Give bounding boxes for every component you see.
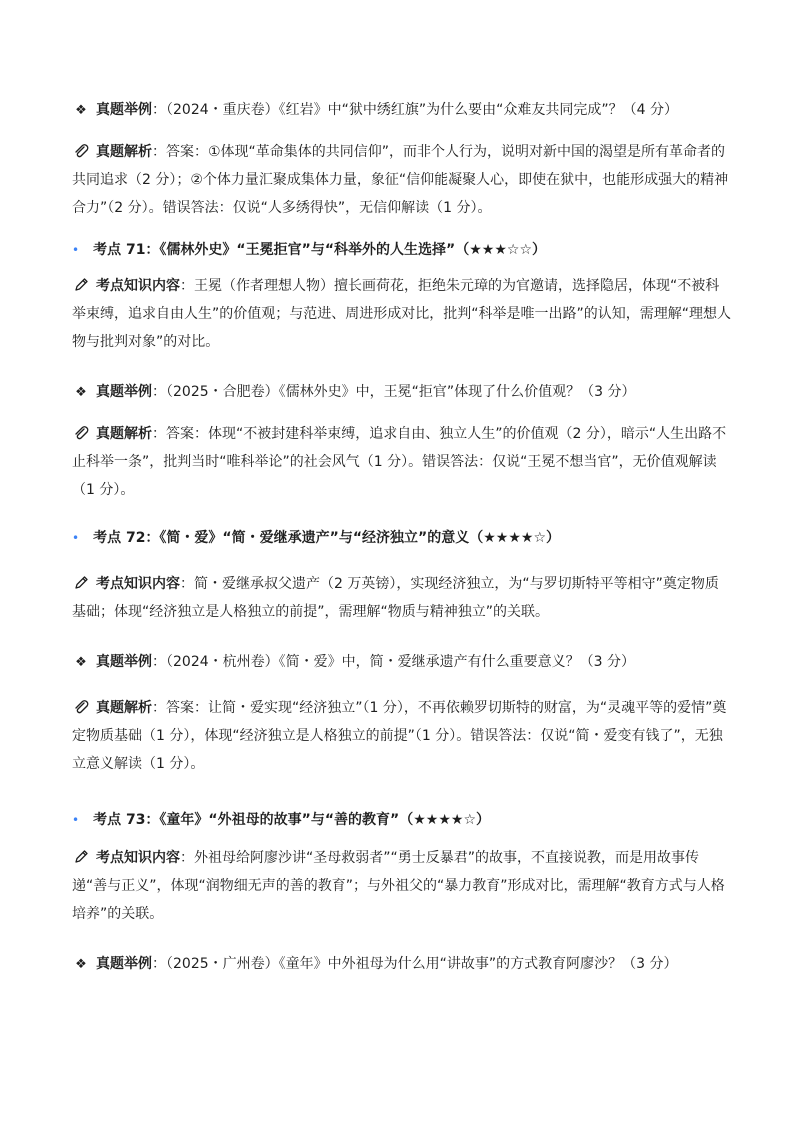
pencil-icon — [72, 844, 90, 872]
example-label: 真题举例 — [96, 102, 152, 118]
point-heading — [72, 524, 732, 552]
knowledge-block — [72, 272, 732, 356]
knowledge-block — [72, 570, 732, 626]
bullet-dot-icon: • — [72, 243, 80, 257]
pencil-icon — [72, 272, 90, 300]
example-text: ：（2025・合肥卷）《儒林外史》中，王冕“拒官”体现了什么价值观？（3 分） — [152, 384, 636, 400]
diamond-bullet-icon: ❖ — [75, 385, 87, 400]
diamond-bullet-icon: ❖ — [75, 957, 87, 972]
point-title: 考点 73：《童年》“外祖母的故事”与“善的教育”（★★★★☆） — [93, 812, 490, 828]
paperclip-icon — [72, 138, 90, 166]
example-block — [72, 378, 732, 407]
diamond-bullet-icon: ❖ — [75, 655, 87, 670]
knowledge-text: ：外祖母给阿廖沙讲“圣母救弱者”“勇士反暴君”的故事，不直接说教，而是用故事传递“善与正义”，体现“润物细无声的善的教育”；与外祖父的“暴力教育”形成对比，需理解“教育方式与人格培养”的关联。 — [72, 850, 725, 922]
example-label: 真题举例 — [96, 956, 152, 972]
analysis-text: ：答案：体现“不被封建科举束缚，追求自由、独立人生”的价值观（2 分），暗示“人生出路不止科举一条”，批判当时“唯科举论”的社会风气（1 分）。错误答法：仅说“王冕不想当官”，无价值观解读（1 分）。 — [72, 426, 727, 498]
paperclip-icon — [72, 420, 90, 448]
analysis-label: 真题解析 — [96, 426, 152, 442]
analysis-block — [72, 694, 732, 778]
knowledge-text: ：简・爱继承叔父遗产（2 万英镑），实现经济独立，为“与罗切斯特平等相守”奠定物质基础；体现“经济独立是人格独立的前提”，需理解“物质与精神独立”的关联。 — [72, 576, 719, 620]
bullet-dot-icon: • — [72, 531, 80, 545]
analysis-label: 真题解析 — [96, 144, 152, 160]
example-label: 真题举例 — [96, 384, 152, 400]
example-block — [72, 648, 732, 677]
example-label: 真题举例 — [96, 654, 152, 670]
point-heading — [72, 236, 732, 264]
analysis-text: ：答案：①体现“革命集体的共同信仰”，而非个人行为，说明对新中国的渴望是所有革命者的共同追求（2 分）；②个体力量汇聚成集体力量，象征“信仰能凝聚人心，即使在狱中，也能形成强大的精神合力”（2 分）。错误答法：仅说“人多绣得快”，无信仰解读（1 分）。 — [72, 144, 729, 216]
example-block — [72, 950, 732, 979]
knowledge-text: ：王冕（作者理想人物）擅长画荷花，拒绝朱元璋的为官邀请，选择隐居，体现“不被科举束缚，追求自由人生”的价值观；与范进、周进形成对比，批判“科举是唯一出路”的认知，需理解“理想人物与批判对象”的对比。 — [72, 278, 732, 350]
example-block — [72, 96, 732, 125]
paperclip-icon — [72, 694, 90, 722]
analysis-label: 真题解析 — [96, 700, 152, 716]
diamond-bullet-icon: ❖ — [75, 103, 87, 118]
knowledge-label: 考点知识内容 — [96, 576, 180, 592]
example-text: ：（2025・广州卷）《童年》中外祖母为什么用“讲故事”的方式教育阿廖沙？（3 分） — [152, 956, 678, 972]
knowledge-label: 考点知识内容 — [96, 278, 180, 294]
pencil-icon — [72, 570, 90, 598]
analysis-block — [72, 420, 732, 504]
example-text: ：（2024・重庆卷）《红岩》中“狱中绣红旗”为什么要由“众难友共同完成”？（4 分） — [152, 102, 678, 118]
point-title: 考点 71：《儒林外史》“王冕拒官”与“科举外的人生选择”（★★★☆☆） — [93, 242, 546, 258]
bullet-dot-icon: • — [72, 813, 80, 827]
analysis-block — [72, 138, 732, 222]
analysis-text: ：答案：让简・爱实现“经济独立”（1 分），不再依赖罗切斯特的财富，为“灵魂平等的爱情”奠定物质基础（1 分），体现“经济独立是人格独立的前提”（1 分）。错误答法：仅说“简・爱变有钱了”，无独立意义解读（1 分）。 — [72, 700, 727, 772]
example-text: ：（2024・杭州卷）《简・爱》中，简・爱继承遗产有什么重要意义？（3 分） — [152, 654, 635, 670]
point-title: 考点 72：《简・爱》“简・爱继承遗产”与“经济独立”的意义（★★★★☆） — [93, 530, 560, 546]
knowledge-block — [72, 844, 732, 928]
knowledge-label: 考点知识内容 — [96, 850, 180, 866]
point-heading — [72, 806, 732, 834]
